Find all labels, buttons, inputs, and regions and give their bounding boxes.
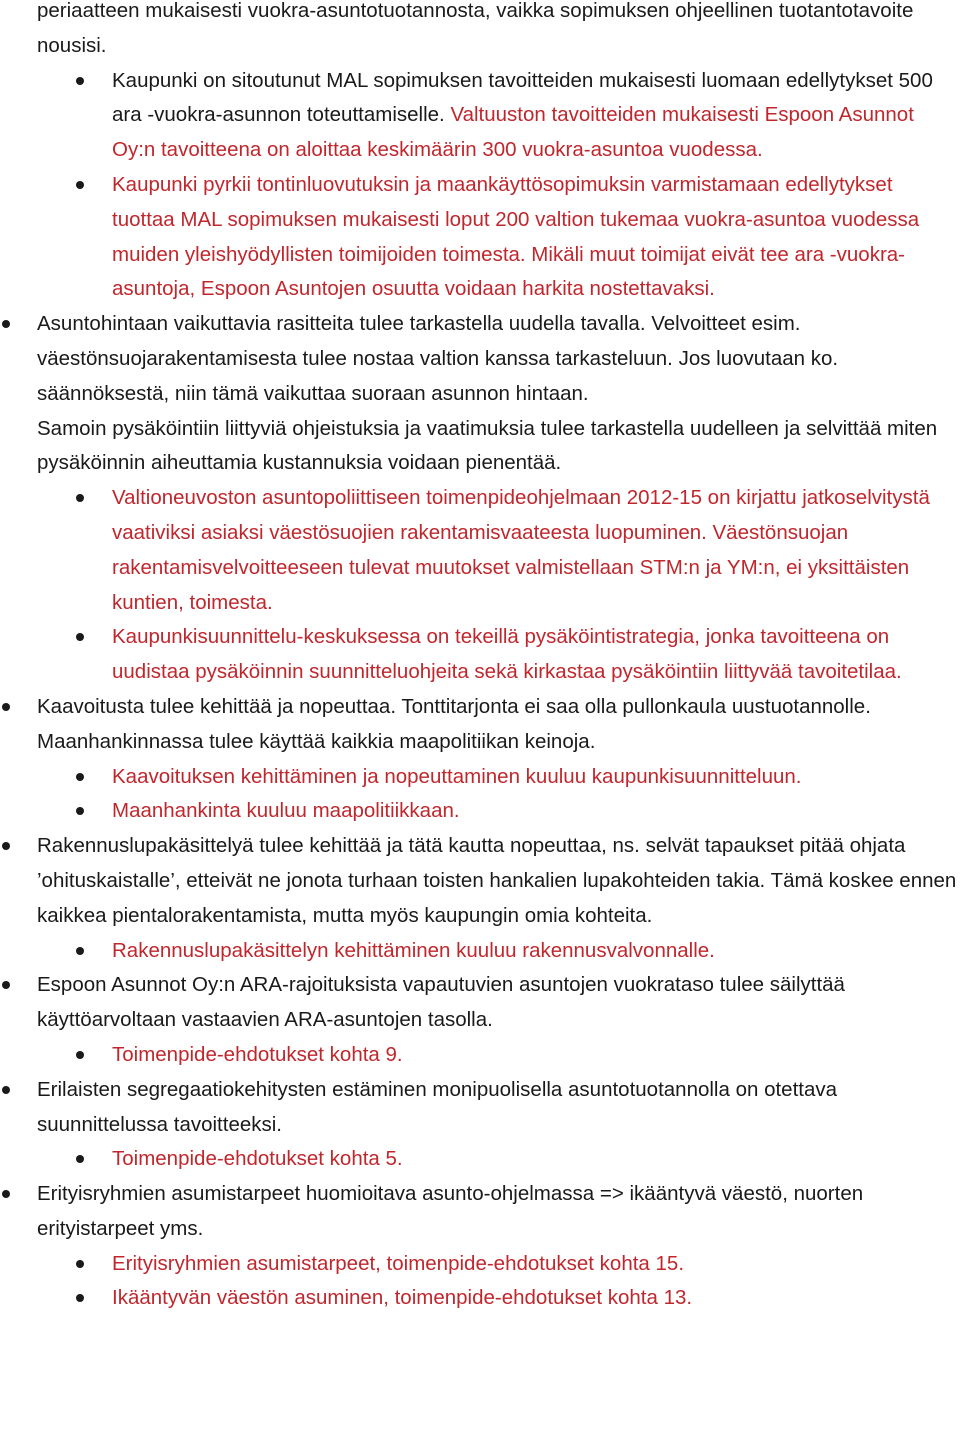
body-text: Asuntohintaan vaikuttavia rasitteita tulee tarkastella uudella tavalla. Velvoitteet esim. väestönsuojarakentamisesta tulee nostaa valtion kanssa tarkasteluun. Jos luovutaan ko. säännöksestä, niin tämä vaikuttaa suoraan asunnon hintaan.	[37, 312, 839, 405]
body-text: Kaupunki on sitoutunut MAL sopimuksen tavoitteiden mukaisesti luomaan edellytykset 500 ara -vuokra-asunnon toteuttamiselle.	[112, 68, 933, 127]
bullet-item	[0, 307, 957, 411]
body-text: Rakennuslupakäsittelyä tulee kehittää ja tätä kautta nopeuttaa, ns. selvät tapaukset pitää ohjata ’ohituskaistalle’, etteivät ne jonota turhaan toisten hankalien lupakohteiden takia. Tämä koskee ennen kaikkea pientalorakentamista, mutta myös kaupungin omia kohteita.	[37, 834, 957, 927]
highlighted-text: Toimenpide-ehdotukset kohta 9.	[112, 1042, 403, 1066]
sub-bullet-item	[0, 934, 958, 969]
paragraph	[0, 0, 957, 64]
highlighted-text: Kaavoituksen kehittäminen ja nopeuttaminen kuuluu kaupunkisuunnitteluun.	[112, 764, 802, 788]
sub-bullet-item	[0, 760, 958, 795]
bullet-item	[0, 1177, 957, 1247]
sub-bullet-item	[0, 794, 958, 829]
highlighted-text: Valtuuston tavoitteiden mukaisesti Espoon Asunnot Oy:n tavoitteena on aloittaa keskimäärin 300 vuokra-asuntoa vuodessa.	[112, 103, 914, 162]
body-text: Kaavoitusta tulee kehittää ja nopeuttaa. Tonttitarjonta ei saa olla pullonkaula uustuotannolle. Maanhankinnassa tulee käyttää kaikkia maapolitiikan keinoja.	[37, 694, 871, 753]
highlighted-text: Ikääntyvän väestön asuminen, toimenpide-ehdotukset kohta 13.	[112, 1286, 693, 1310]
sub-bullet-item	[0, 481, 958, 620]
sub-bullet-item	[0, 620, 958, 690]
bullet-item	[0, 829, 957, 933]
sub-bullet-item	[0, 64, 958, 168]
body-text: Samoin pysäköintiin liittyviä ohjeistuksia ja vaatimuksia tulee tarkastella uudelleen ja selvittää miten pysäköinnin aiheuttamia kustannuksia voidaan pienentää.	[37, 416, 938, 475]
highlighted-text: Valtioneuvoston asuntopoliittiseen toimenpideohjelmaan 2012-15 on kirjattu jatkoselvitystä vaativiksi asiaksi väestösuojien rakentamisvaateesta luopuminen. Väestönsuojan rakentamisvelvoitteeseen tulevat muutokset valmistellaan STM:n ja YM:n, ei yksittäisten kuntien, toimesta.	[112, 486, 930, 614]
sub-bullet-item	[0, 1038, 958, 1073]
body-text: Erityisryhmien asumistarpeet huomioitava asunto-ohjelmassa => ikääntyvä väestö, nuorten erityistarpeet yms.	[37, 1182, 864, 1240]
highlighted-text: Kaupunki pyrkii tontinluovutuksin ja maankäyttösopimuksin varmistamaan edellytykset tuottaa MAL sopimuksen mukaisesti loput 200 valtion tukemaa vuokra-asuntoa vuodessa muiden yleishyödyllisten toimijoiden toimesta. Mikäli muut toimijat eivät tee ara -vuokra-asuntoja, Espoon Asuntojen osuutta voidaan harkita nostettavaksi.	[112, 172, 920, 301]
paragraph	[0, 412, 957, 482]
sub-bullet-item	[0, 1281, 958, 1316]
bullet-item	[0, 968, 957, 1038]
bullet-item	[0, 1073, 957, 1143]
highlighted-text: Maanhankinta kuuluu maapolitiikkaan.	[112, 799, 460, 823]
highlighted-text: Toimenpide-ehdotukset kohta 5.	[112, 1147, 403, 1171]
body-text: periaatteen mukaisesti vuokra-asuntotuotannosta, vaikka sopimuksen ohjeellinen tuotantotavoite nousisi.	[37, 0, 914, 57]
highlighted-text: Erityisryhmien asumistarpeet, toimenpide-ehdotukset kohta 15.	[112, 1251, 685, 1275]
bullet-item	[0, 690, 957, 760]
sub-bullet-item	[0, 1142, 958, 1177]
highlighted-text: Rakennuslupakäsittelyn kehittäminen kuuluu rakennusvalvonnalle.	[112, 938, 715, 962]
body-text: Espoon Asunnot Oy:n ARA-rajoituksista vapautuvien asuntojen vuokrataso tulee säilyttää käyttöarvoltaan vastaavien ARA-asuntojen tasolla.	[37, 973, 845, 1032]
highlighted-text: Kaupunkisuunnittelu-keskuksessa on tekeillä pysäköintistrategia, jonka tavoitteena on uudistaa pysäköinnin suunnitteluohjeita sekä kirkastaa pysäköintiin liittyvää tavoitetilaa.	[112, 625, 902, 684]
sub-bullet-item	[0, 168, 958, 307]
body-text: Erilaisten segregaatiokehitysten estäminen monipuolisella asuntotuotannolla on otettava suunnittelussa tavoitteeksi.	[37, 1077, 838, 1136]
sub-bullet-item	[0, 1247, 958, 1282]
